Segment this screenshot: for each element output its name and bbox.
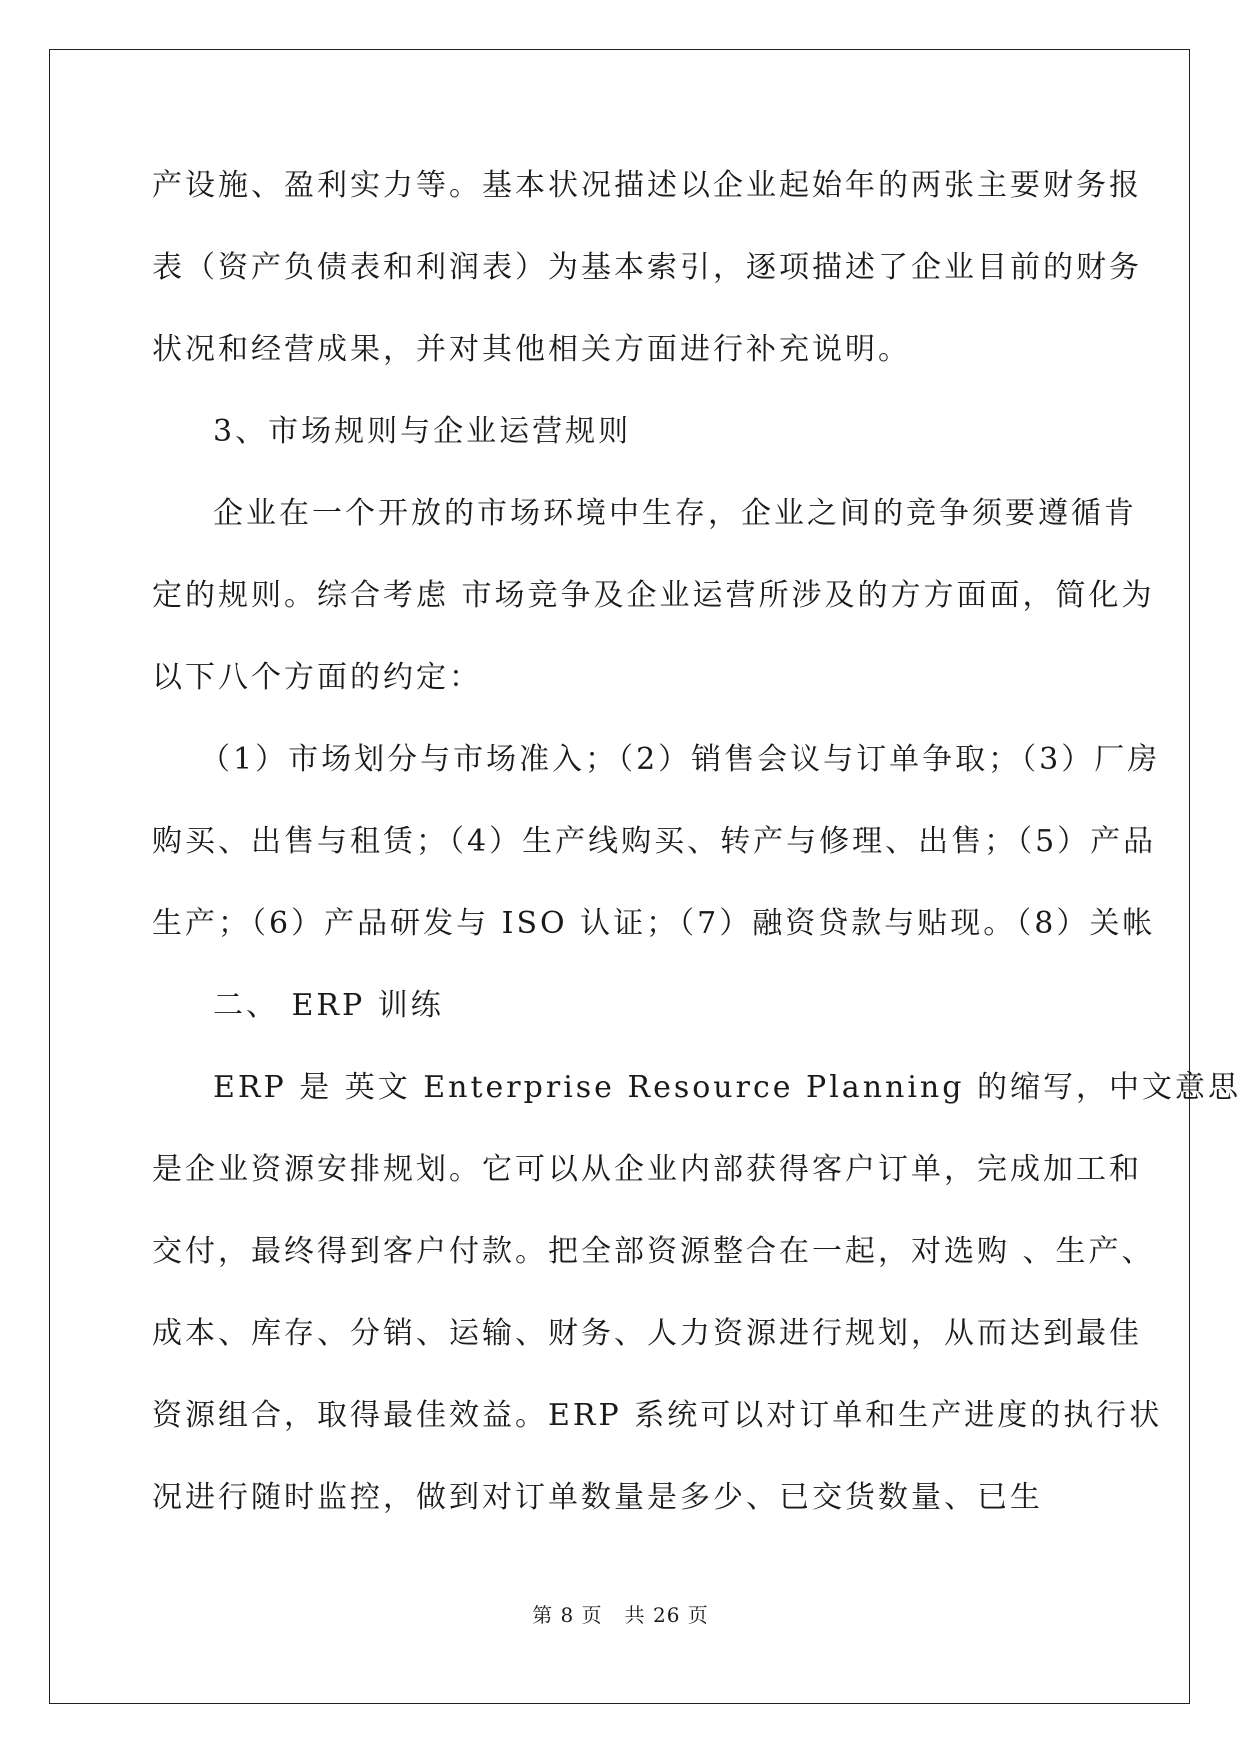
paragraph-line: （1）市场划分与市场准入；（2）销售会议与订单争取；（3）厂房 [200, 742, 1161, 777]
paragraph-line: 购买、出售与租赁；（4）生产线购买、转产与修理、出售；（5）产品 [152, 824, 1157, 859]
paragraph-line: 是企业资源安排规划。它可以从企业内部获得客户订单，完成加工和 [152, 1152, 1142, 1187]
paragraph-line: 成本、库存、分销、运输、财务、人力资源进行规划，从而达到最佳 [152, 1316, 1142, 1351]
paragraph-line: 表（资产负债表和利润表）为基本索引，逐项描述了企业目前的财务 [152, 250, 1142, 285]
section-heading: 二、 ERP 训练 [213, 988, 444, 1023]
paragraph-line: 况进行随时监控，做到对订单数量是多少、已交货数量、已生 [152, 1480, 1043, 1515]
paragraph-line: 企业在一个开放的市场环境中生存，企业之间的竞争须要遵循肯 [213, 496, 1137, 531]
document-body [152, 160, 1241, 1554]
paragraph-line: 定的规则。综合考虑 市场竞争及企业运营所涉及的方方面面，简化为 [152, 578, 1155, 613]
paragraph-line: 产设施、盈利实力等。基本状况描述以企业起始年的两张主要财务报 [152, 168, 1142, 203]
paragraph-line: ERP 是 英文 Enterprise Resource Planning 的缩写，中文意思 [213, 1070, 1241, 1105]
page-total: 共 26 页 [624, 1603, 709, 1627]
paragraph-line: 资源组合，取得最佳效益。ERP 系统可以对订单和生产进度的执行状 [152, 1398, 1163, 1433]
paragraph-line: 状况和经营成果，并对其他相关方面进行补充说明。 [152, 332, 911, 367]
paragraph-line: 交付，最终得到客户付款。把全部资源整合在一起，对选购 、生产、 [152, 1234, 1155, 1269]
paragraph-line: 以下八个方面的约定： [152, 660, 482, 695]
page-footer [0, 1599, 1241, 1628]
section-heading: 3、市场规则与企业运营规则 [213, 414, 632, 449]
paragraph-line: 生产；（6）产品研发与 ISO 认证；（7）融资贷款与贴现。（8）关帐 [152, 906, 1156, 941]
page-number: 第 8 页 [532, 1603, 603, 1627]
